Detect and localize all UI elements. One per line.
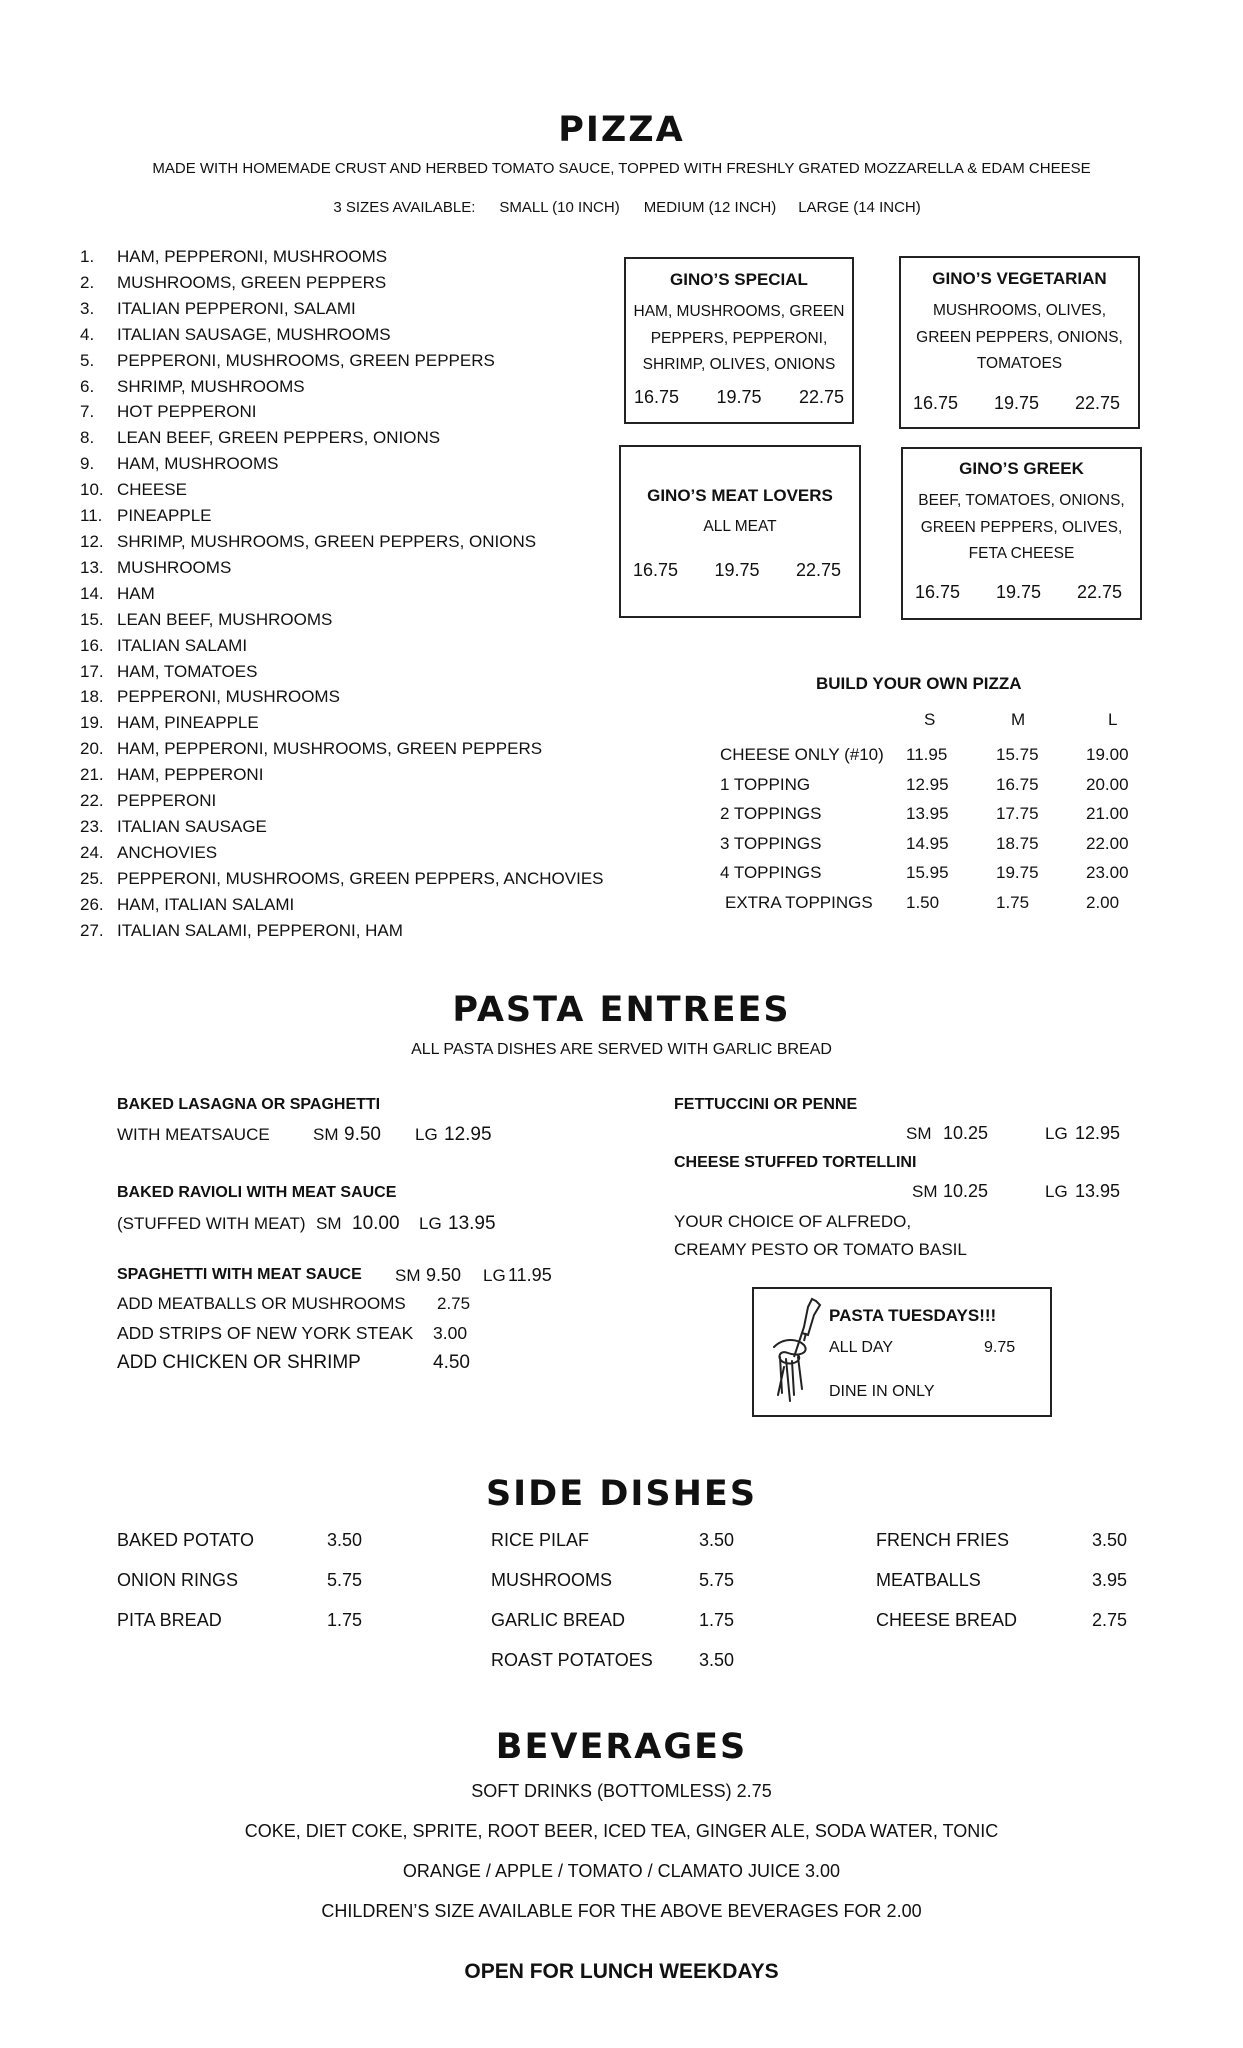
pizza-item-name: HAM, TOMATOES [117,661,258,681]
lg-price: 13.95 [1075,1181,1121,1201]
sizes-label: 3 SIZES AVAILABLE: [333,199,476,216]
pizza-item [80,296,604,322]
sides-column-1 [117,1530,370,1650]
pizza-item-number: 17. [80,661,104,681]
pizza-item-name: MUSHROOMS [117,557,232,577]
pizza-item-number: 22. [80,791,104,811]
pizza-item [80,633,604,659]
price-medium: 19.75 [993,393,1040,413]
special-prices [634,387,844,408]
sides-title: SIDE DISHES [485,1474,758,1514]
pasta-addons [117,1294,487,1381]
side-dish-row [876,1610,1128,1650]
special-desc-line: BEEF, TOMATOES, ONIONS, [918,492,1125,509]
sm-label: SM [316,1214,342,1233]
side-dish-price: 5.75 [327,1570,363,1590]
pizza-item-number: 13. [80,557,104,577]
pizza-item-number: 20. [80,739,104,759]
byo-price-medium: 18.75 [996,833,1039,853]
byo-row-label: 4 TOPPINGS [720,863,822,882]
byo-row-label: 3 TOPPINGS [720,833,822,853]
lasagna-line [117,1124,492,1145]
special-desc-line: GREEN PEPPERS, ONIONS, [916,328,1123,346]
side-dish-price: 3.95 [1092,1570,1128,1590]
special-desc-line: FETA CHEESE [968,545,1075,562]
pizza-item [80,918,604,944]
byo-row [720,834,1140,864]
pizza-item-number: 1. [80,247,95,266]
build-your-own-table [720,745,1140,922]
price-large: 22.75 [795,560,841,580]
side-dish-row [876,1570,1128,1610]
pizza-item-number: 12. [80,531,104,551]
pizza-item-name: PEPPERONI, MUSHROOMS, GREEN PEPPERS, ANCHOVIES [117,868,604,888]
pizza-item-number: 18. [80,687,104,707]
price-large: 22.75 [798,387,844,407]
side-dish-price: 3.50 [699,1650,735,1670]
sides-column-2 [491,1530,735,1690]
byo-row [720,804,1140,834]
side-dish-name: MEATBALLS [876,1570,981,1590]
sm-label: SM [912,1182,938,1201]
price-medium: 19.75 [716,387,762,407]
price-small: 16.75 [634,387,680,407]
pizza-item [80,684,604,710]
pizza-item-name: PEPPERONI [117,791,217,811]
beverage-line: COKE, DIET COKE, SPRITE, ROOT BEER, ICED TEA, GINGER ALE, SODA WATER, TONIC [244,1821,999,1841]
pizza-item-name: LEAN BEEF, MUSHROOMS [117,609,333,629]
pizza-item [80,322,604,348]
lg-label: LG [483,1266,506,1285]
pizza-item-number: 16. [80,635,104,655]
pizza-item-name: ITALIAN SAUSAGE, MUSHROOMS [117,324,391,344]
pizza-item-number: 7. [80,402,95,422]
special-desc-line: GREEN PEPPERS, OLIVES, [920,518,1123,536]
side-dish-row [491,1610,735,1650]
pizza-item-name: PEPPERONI, MUSHROOMS, GREEN PEPPERS [117,350,495,370]
sm-price: 9.50 [426,1265,462,1285]
pizza-item [80,270,604,296]
special-desc [901,298,1138,378]
pizza-item [80,425,604,451]
pasta-addon-price: 3.00 [433,1323,468,1343]
pizza-item [80,762,604,788]
special-title: GINO’S MEAT LOVERS [647,486,833,505]
pasta-addon-price: 2.75 [437,1294,471,1313]
special-prices [633,560,841,581]
special-desc [903,488,1140,568]
sm-price: 10.25 [943,1123,989,1143]
pizza-item-number: 24. [80,842,104,862]
pizza-item [80,477,604,503]
pizza-item-name: ITALIAN PEPPERONI, SALAMI [117,298,356,318]
pizza-item-number: 11. [80,506,103,526]
lg-label: LG [1045,1182,1068,1201]
pizza-item [80,736,604,762]
side-dish-name: CHEESE BREAD [876,1610,1018,1630]
byo-row [720,863,1140,893]
pasta-tuesdays-price: 9.75 [984,1339,1016,1356]
pizza-item-name: HAM, PEPPERONI, MUSHROOMS [117,247,388,266]
special-desc-line: TOMATOES [976,355,1063,372]
pizza-item [80,451,604,477]
pizza-item-name: HAM, ITALIAN SALAMI [117,894,295,914]
price-small: 16.75 [633,560,679,580]
byo-header-s: S [924,710,936,729]
sm-price: 9.50 [344,1124,381,1145]
sm-price: 10.00 [352,1213,400,1234]
byo-header-m: M [1011,710,1026,729]
price-small: 16.75 [915,582,961,602]
pizza-item [80,659,604,685]
side-dish-row [117,1610,370,1650]
pizza-item [80,399,604,425]
pizza-item-name: MUSHROOMS, GREEN PEPPERS [117,272,387,292]
pizza-item [80,892,604,918]
pizza-subtitle: MADE WITH HOMEMADE CRUST AND HERBED TOMATO SAUCE, TOPPED WITH FRESHLY GRATED MOZZARELLA & EDAM CHEESE [152,160,1091,177]
pizza-item [80,788,604,814]
pasta-tuesdays-all-day: ALL DAY [829,1339,894,1356]
side-dish-name: ONION RINGS [117,1570,239,1590]
pizza-item-name: ITALIAN SALAMI [117,635,248,655]
pizza-item-number: 15. [80,609,104,629]
price-large: 22.75 [1076,582,1122,602]
tortellini-title: CHEESE STUFFED TORTELLINI [674,1154,917,1171]
special-desc-line: ALL MEAT [703,518,777,535]
byo-price-small: 14.95 [906,833,949,853]
pizza-item-number: 14. [80,583,104,603]
byo-price-small: 11.95 [906,745,948,764]
lg-label: LG [419,1214,442,1233]
pizza-item [80,710,604,736]
pizza-item-name: CHEESE [117,480,187,500]
pasta-tuesdays-box [752,1287,1052,1417]
pasta-tuesdays-title: PASTA TUESDAYS!!! [829,1306,997,1325]
special-title: GINO’S VEGETARIAN [932,269,1107,288]
spaghetti-line [117,1265,552,1285]
price-medium: 19.75 [714,560,760,580]
side-dish-row [117,1530,370,1570]
beverage-line: ORANGE / APPLE / TOMATO / CLAMATO JUICE 3.00 [402,1861,841,1881]
byo-header-l: L [1108,710,1118,729]
pizza-item-number: 25. [80,868,104,888]
byo-price-small: 15.95 [906,863,949,882]
special-title: GINO’S GREEK [959,459,1084,478]
sauce-choice-line2: CREAMY PESTO OR TOMATO BASIL [674,1240,967,1259]
byo-row [720,775,1140,805]
pizza-item-number: 2. [80,272,95,292]
pizza-item-number: 8. [80,428,95,448]
pizza-item [80,581,604,607]
side-dish-name: BAKED POTATO [117,1530,255,1550]
sm-label: SM [906,1124,932,1143]
lg-price: 13.95 [448,1213,496,1234]
byo-price-large: 23.00 [1086,863,1129,882]
pasta-addon-row [117,1323,487,1352]
pizza-item [80,348,604,374]
special-box-ginos-vegetarian [899,256,1140,429]
side-dish-name: MUSHROOMS [491,1570,612,1590]
byo-price-large: 20.00 [1086,774,1129,794]
side-dish-price: 3.50 [1092,1530,1128,1550]
side-dish-price: 5.75 [699,1570,735,1590]
price-small: 16.75 [913,393,959,413]
sm-label: SM [313,1125,339,1144]
byo-row-label: 2 TOPPINGS [720,804,822,823]
byo-price-small: 13.95 [906,804,949,823]
byo-price-small: 1.50 [906,892,940,912]
size-medium: MEDIUM (12 INCH) [643,199,777,216]
byo-price-medium: 16.75 [996,774,1039,794]
lg-label: LG [1045,1124,1068,1143]
side-dish-row [491,1530,735,1570]
beverage-line: SOFT DRINKS (BOTTOMLESS) 2.75 [471,1781,772,1801]
sides-column-3 [876,1530,1128,1650]
side-dish-name: PITA BREAD [117,1610,222,1630]
beverages-title: BEVERAGES [495,1727,748,1767]
beverage-line: CHILDREN’S SIZE AVAILABLE FOR THE ABOVE BEVERAGES FOR 2.00 [321,1901,922,1921]
pizza-item-name: PINEAPPLE [117,506,212,526]
pizza-item-number: 4. [80,324,95,344]
lasagna-desc: WITH MEATSAUCE [117,1125,270,1144]
byo-price-small: 12.95 [906,774,949,794]
pizza-sizes [325,182,921,216]
pizza-item-name: ITALIAN SALAMI, PEPPERONI, HAM [117,920,403,940]
pizza-item-number: 21. [80,765,104,785]
pizza-item [80,244,604,270]
side-dish-price: 2.75 [1092,1610,1128,1630]
ravioli-line [117,1213,496,1234]
lg-label: LG [415,1125,438,1144]
pasta-addon-price: 4.50 [433,1352,470,1373]
pizza-item-name: HAM, PEPPERONI, MUSHROOMS, GREEN PEPPERS [117,739,543,759]
pasta-addon-row [117,1294,487,1323]
pizza-item-name: HAM, PINEAPPLE [117,713,259,733]
special-prices [913,393,1120,414]
fettuccini-prices [906,1123,1121,1144]
pizza-item-name: ITALIAN SAUSAGE [117,816,267,836]
lg-price: 12.95 [444,1124,492,1145]
fork-pasta-icon [764,1297,824,1409]
sm-label: SM [395,1266,421,1285]
byo-row-label: EXTRA TOPPINGS [725,892,873,912]
pizza-item-name: HAM, PEPPERONI [117,765,264,785]
byo-price-medium: 17.75 [996,804,1039,823]
byo-price-large: 2.00 [1086,892,1120,912]
byo-price-large: 19.00 [1086,745,1129,764]
pizza-item-number: 27. [80,920,104,940]
ravioli-desc: (STUFFED WITH MEAT) [117,1214,306,1233]
pizza-item-name: HOT PEPPERONI [117,402,257,422]
pizza-item [80,814,604,840]
pizza-title: PIZZA [558,110,685,150]
special-box-ginos-greek [901,447,1142,620]
pasta-addon-label: ADD CHICKEN OR SHRIMP [117,1352,361,1373]
pizza-item-number: 5. [80,350,95,370]
pizza-item [80,503,604,529]
special-box-ginos-special [624,257,854,424]
tortellini-prices [912,1181,1121,1202]
side-dish-price: 3.50 [327,1530,363,1550]
byo-price-large: 21.00 [1086,804,1129,823]
pizza-item-name: LEAN BEEF, GREEN PEPPERS, ONIONS [117,428,441,448]
price-large: 22.75 [1074,393,1120,413]
byo-price-medium: 1.75 [996,892,1030,912]
side-dish-name: GARLIC BREAD [491,1610,626,1630]
side-dish-name: FRENCH FRIES [876,1530,1010,1550]
pizza-item [80,866,604,892]
pizza-item [80,529,604,555]
pizza-list [80,244,641,943]
pasta-title: PASTA ENTREES [452,990,791,1030]
pizza-item [80,374,604,400]
lg-price: 11.95 [508,1265,552,1285]
ravioli-title: BAKED RAVIOLI WITH MEAT SAUCE [117,1184,397,1201]
pasta-addon-label: ADD STRIPS OF NEW YORK STEAK [117,1323,414,1343]
special-box-ginos-meat-lovers [619,445,861,618]
side-dish-price: 3.50 [699,1530,735,1550]
pizza-item-name: ANCHOVIES [117,842,218,862]
side-dish-price: 1.75 [327,1610,363,1630]
size-large: LARGE (14 INCH) [798,199,921,216]
pasta-tuesdays-note: DINE IN ONLY [829,1383,935,1400]
pasta-subtitle: ALL PASTA DISHES ARE SERVED WITH GARLIC BREAD [411,1041,832,1058]
side-dish-price: 1.75 [699,1610,735,1630]
price-medium: 19.75 [995,582,1042,602]
special-desc [621,518,859,536]
pizza-item-number: 9. [80,454,95,474]
side-dish-row [876,1530,1128,1570]
special-desc-line: HAM, MUSHROOMS, GREEN [633,303,845,320]
byo-row [720,745,1140,775]
byo-row [720,893,1140,923]
special-desc [626,299,852,379]
side-dish-name: ROAST POTATOES [491,1650,653,1670]
pizza-item-number: 23. [80,816,104,836]
side-dish-name: RICE PILAF [491,1530,590,1550]
lg-price: 12.95 [1075,1123,1121,1143]
pizza-item-number: 19. [80,713,104,733]
build-your-own-title: BUILD YOUR OWN PIZZA [816,674,1022,693]
byo-row-label: CHEESE ONLY (#10) [720,745,884,764]
pizza-item-number: 10. [80,480,104,500]
pasta-addon-row [117,1352,487,1381]
special-desc-line: PEPPERS, PEPPERONI, [650,329,828,347]
pizza-item-number: 6. [80,376,95,396]
byo-price-large: 22.00 [1086,833,1129,853]
size-small: SMALL (10 INCH) [499,199,620,216]
pizza-item-name: HAM [117,583,155,603]
pizza-item-number: 3. [80,298,95,318]
byo-price-medium: 19.75 [996,863,1039,882]
pizza-item [80,840,604,866]
special-desc-line: SHRIMP, OLIVES, ONIONS [642,356,836,373]
lasagna-title: BAKED LASAGNA OR SPAGHETTI [117,1096,381,1113]
special-desc-line: MUSHROOMS, OLIVES, [932,302,1107,319]
byo-price-medium: 15.75 [996,745,1039,764]
sm-price: 10.25 [943,1181,989,1201]
fettuccini-title: FETTUCCINI OR PENNE [674,1096,858,1113]
spaghetti-title: SPAGHETTI WITH MEAT SAUCE [117,1266,362,1283]
special-title: GINO’S SPECIAL [670,270,808,289]
pizza-item-name: HAM, MUSHROOMS [117,454,279,474]
pizza-item [80,555,604,581]
special-prices [915,582,1122,603]
pizza-item-number: 26. [80,894,104,914]
sauce-choice-line1: YOUR CHOICE OF ALFREDO, [674,1212,912,1231]
side-dish-row [117,1570,370,1610]
pizza-item [80,607,604,633]
pizza-item-name: SHRIMP, MUSHROOMS [117,376,305,396]
byo-row-label: 1 TOPPING [720,774,811,794]
pasta-addon-label: ADD MEATBALLS OR MUSHROOMS [117,1294,406,1313]
side-dish-row [491,1570,735,1610]
pizza-item-name: PEPPERONI, MUSHROOMS [117,687,340,707]
footer-hours: OPEN FOR LUNCH WEEKDAYS [464,1960,779,1983]
side-dish-row [491,1650,735,1690]
pizza-item-name: SHRIMP, MUSHROOMS, GREEN PEPPERS, ONIONS [117,531,537,551]
